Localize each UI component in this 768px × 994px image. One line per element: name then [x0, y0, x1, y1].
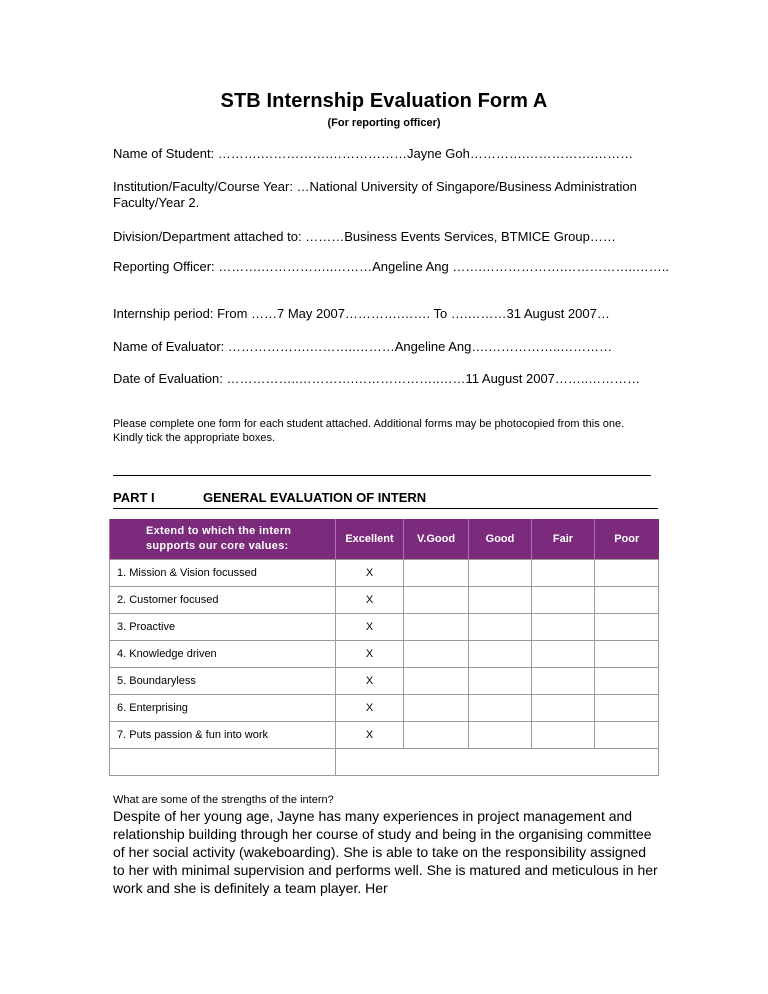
rating-cell-fair[interactable]	[532, 614, 595, 641]
part-title: GENERAL EVALUATION OF INTERN	[203, 490, 427, 505]
section-divider	[113, 475, 651, 476]
rating-cell-poor[interactable]	[595, 668, 659, 695]
rating-cell-vgood[interactable]	[404, 614, 469, 641]
rating-cell-excellent[interactable]: X	[336, 587, 404, 614]
rating-cell-poor[interactable]	[595, 560, 659, 587]
form-title: STB Internship Evaluation Form A	[220, 90, 548, 112]
rating-cell-poor[interactable]	[595, 722, 659, 749]
rating-cell-good[interactable]	[469, 722, 532, 749]
criterion-cell: 5. Boundaryless	[110, 668, 336, 695]
rating-cell-fair[interactable]	[532, 641, 595, 668]
question-header: Extend to which the intern supports our core values:	[110, 519, 336, 560]
internship-period-field: Internship period: From ……7 May 2007………….……. To ….………31 August 2007…	[113, 306, 610, 321]
rating-cell-vgood[interactable]	[404, 668, 469, 695]
table-row	[110, 668, 659, 695]
criterion-cell: 2. Customer focused	[110, 587, 336, 614]
rating-cell-poor[interactable]	[595, 695, 659, 722]
rating-cell-good[interactable]	[469, 614, 532, 641]
rating-cell-excellent[interactable]: X	[336, 560, 404, 587]
rating-cell-vgood[interactable]	[404, 641, 469, 668]
rating-cell-good[interactable]	[469, 668, 532, 695]
empty-row	[110, 749, 659, 776]
rating-cell-vgood[interactable]	[404, 722, 469, 749]
rating-cell-fair[interactable]	[532, 587, 595, 614]
empty-rating-cell[interactable]	[336, 749, 659, 776]
rating-cell-vgood[interactable]	[404, 695, 469, 722]
rating-cell-poor[interactable]	[595, 614, 659, 641]
criterion-cell: 1. Mission & Vision focussed	[110, 560, 336, 587]
criterion-cell: 7. Puts passion & fun into work	[110, 722, 336, 749]
rating-cell-poor[interactable]	[595, 641, 659, 668]
rating-cell-excellent[interactable]: X	[336, 614, 404, 641]
empty-criterion-cell[interactable]	[110, 749, 336, 776]
student-name-field: Name of Student: ……….…………….………………Jayne Goh………….…………….………	[113, 146, 634, 161]
part-heading	[113, 490, 658, 509]
column-header: Good	[469, 519, 532, 560]
evaluator-field: Name of Evaluator: ……………….………..………Angeline Ang….……………..…………	[113, 339, 613, 354]
rating-cell-vgood[interactable]	[404, 587, 469, 614]
column-header: Excellent	[336, 519, 404, 560]
criterion-cell: 6. Enterprising	[110, 695, 336, 722]
table-row	[110, 614, 659, 641]
strengths-answer: Despite of her young age, Jayne has many experiences in project management and relationship building through her course of study and being in the organising committee of her social activity (wakeboarding). She is able to take on the responsibility assigned to her with minimal supervision and performs well. She is matured and meticulous in her work and she is definitely a team player. Her	[113, 808, 658, 896]
rating-cell-good[interactable]	[469, 641, 532, 668]
core-values-table	[109, 519, 659, 776]
column-header: V.Good	[404, 519, 469, 560]
table-row	[110, 695, 659, 722]
table-header-row	[110, 519, 659, 560]
rating-cell-fair[interactable]	[532, 695, 595, 722]
table-row	[110, 587, 659, 614]
instructions-text: Please complete one form for each student attached. Additional forms may be photocopied from this one. Kindly tick the appropriate boxes.	[113, 418, 625, 444]
rating-cell-excellent[interactable]: X	[336, 641, 404, 668]
column-header: Fair	[532, 519, 595, 560]
rating-cell-good[interactable]	[469, 587, 532, 614]
table-row	[110, 560, 659, 587]
reporting-officer-field: Reporting Officer: ……….……………..………Angeline Ang …….……………….……………..……..	[113, 259, 669, 274]
rating-cell-vgood[interactable]	[404, 560, 469, 587]
institution-field: Institution/Faculty/Course Year: …National University of Singapore/Business Administration Faculty/Year 2.	[113, 179, 637, 210]
table-row	[110, 722, 659, 749]
criterion-cell: 3. Proactive	[110, 614, 336, 641]
form-subtitle: (For reporting officer)	[327, 117, 441, 129]
rating-cell-poor[interactable]	[595, 587, 659, 614]
evaluation-date-field: Date of Evaluation: ……………..………….………………..……11 August 2007……..…………	[113, 371, 641, 386]
part-label: PART I	[113, 490, 155, 505]
rating-cell-fair[interactable]	[532, 668, 595, 695]
criterion-cell: 4. Knowledge driven	[110, 641, 336, 668]
rating-cell-good[interactable]	[469, 560, 532, 587]
rating-cell-fair[interactable]	[532, 722, 595, 749]
rating-cell-excellent[interactable]: X	[336, 668, 404, 695]
rating-cell-excellent[interactable]: X	[336, 722, 404, 749]
table-row	[110, 641, 659, 668]
rating-cell-good[interactable]	[469, 695, 532, 722]
rating-cell-fair[interactable]	[532, 560, 595, 587]
division-field: Division/Department attached to: ………Business Events Services, BTMICE Group……	[113, 229, 616, 244]
strengths-question: What are some of the strengths of the intern?	[113, 794, 334, 806]
rating-cell-excellent[interactable]: X	[336, 695, 404, 722]
column-header: Poor	[595, 519, 659, 560]
